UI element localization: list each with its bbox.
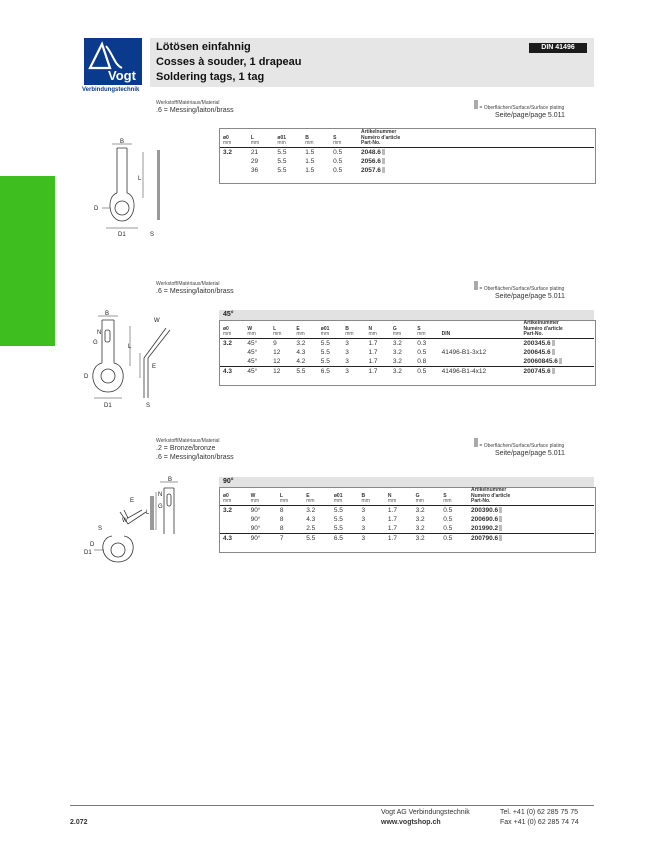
part-number[interactable]: 200345.6	[521, 338, 594, 348]
col-header-part-no: Artikelnummer Numéro d'article Part-No.	[471, 487, 511, 504]
drawing-soldering-tag-90	[82, 474, 192, 574]
col-header: W mm	[250, 492, 260, 504]
angle-bar-45: 45°	[219, 310, 594, 320]
col-header: L mm	[273, 325, 282, 337]
vogt-logo	[84, 38, 142, 85]
col-header: W mm	[247, 325, 256, 337]
col-header: ø01 mm	[320, 325, 330, 337]
phone-number: Tel. +41 (0) 62 285 75 75	[500, 809, 579, 816]
fax-number: Fax +41 (0) 62 285 74 74	[500, 819, 579, 826]
page-title	[156, 40, 302, 85]
col-header: N mm	[387, 492, 397, 504]
plating-page: Seite/page/page 5.011	[495, 112, 565, 119]
spec-table-3	[220, 488, 594, 543]
part-number[interactable]: 201990.2	[468, 524, 594, 534]
standard-badge: DIN 41496	[529, 43, 587, 53]
part-number[interactable]: 2048.6	[358, 147, 594, 157]
logo-wordmark: Vogt	[108, 68, 136, 83]
plating-block-1	[474, 100, 604, 120]
part-number[interactable]: 200745.6	[521, 366, 594, 376]
material-block-1	[156, 100, 356, 115]
table-row: 90° 8 4.3 5.5 3 1.7 3.2 0.5 200690.6	[220, 515, 594, 524]
material-heading: Werkstoff/Matériaux/Material	[156, 100, 220, 106]
col-header: ø0 mm	[223, 134, 232, 146]
col-header: L mm	[279, 492, 289, 504]
material-heading: Werkstoff/Matériaux/Material	[156, 438, 220, 444]
part-number[interactable]: 2057.6	[358, 166, 594, 175]
plating-heading: = Oberflächen/Surface/Surface plating	[479, 286, 565, 292]
drawing-label: W	[122, 518, 128, 524]
material-block-3	[156, 438, 356, 462]
drawing-label: E	[152, 364, 157, 370]
drawing-label: N	[97, 330, 102, 336]
page-number: 2.072	[70, 819, 88, 826]
col-header-din: DIN	[441, 331, 451, 337]
col-header-part-no: Artikelnummer Numéro d'article Part-No.	[361, 129, 401, 146]
part-number[interactable]: 200390.6	[468, 505, 594, 515]
col-header: E mm	[306, 492, 315, 504]
table-row: 45° 12 4.3 5.5 3 1.7 3.2 0.5 41496-B1-3x12 200645.6	[220, 348, 594, 357]
table-row: 29 5.5 1.5 0.5 2056.6	[220, 157, 594, 166]
table-row: 4.3 45° 12 5.5 6.5 3 1.7 3.2 0.5 41496-B1-4x12 200745.6	[220, 366, 594, 376]
col-header: ø01 mm	[333, 492, 343, 504]
col-header: B mm	[345, 325, 354, 337]
table-row: 90° 8 2.5 5.5 3 1.7 3.2 0.5 201990.2	[220, 524, 594, 534]
plating-page: Seite/page/page 5.011	[495, 293, 565, 300]
col-header: S mm	[417, 325, 426, 337]
col-header: E mm	[296, 325, 305, 337]
drawing-label: S	[98, 526, 103, 532]
part-number[interactable]: 200645.6	[521, 348, 594, 357]
drawing-label: D	[90, 542, 95, 548]
plating-block-3	[474, 438, 604, 458]
spec-table-1	[220, 130, 594, 175]
drawing-label: G	[93, 340, 98, 346]
drawing-label: B	[168, 477, 173, 483]
table-row: 3.2 45° 9 3.2 5.5 3 1.7 3.2 0.3 200345.6	[220, 338, 594, 348]
drawing-label: L	[146, 510, 150, 516]
table-row: 4.3 90° 7 5.5 6.5 3 1.7 3.2 0.5 200790.6	[220, 533, 594, 543]
material-item: .2 = Bronze/bronze	[156, 445, 216, 452]
company-website[interactable]: www.vogtshop.ch	[381, 819, 441, 826]
col-header: ø0 mm	[223, 325, 232, 337]
drawing-label: D1	[84, 550, 92, 556]
angle-bar-90: 90°	[219, 477, 594, 487]
plating-heading: = Oberflächen/Surface/Surface plating	[479, 443, 565, 449]
col-header: B mm	[305, 134, 314, 146]
company-name: Vogt AG Verbindungstechnik	[381, 809, 470, 816]
section-tab	[0, 176, 55, 346]
drawing-label: W	[154, 318, 160, 324]
table-row: 45° 12 4.2 5.5 3 1.7 3.2 0.8 20060845.6	[220, 357, 594, 367]
material-heading: Werkstoff/Matériaux/Material	[156, 281, 220, 287]
plating-page: Seite/page/page 5.011	[495, 450, 565, 457]
brand-caption: Verbindungstechnik	[82, 87, 140, 93]
footer-divider	[70, 805, 594, 806]
drawing-label: D1	[104, 403, 112, 408]
material-item: .6 = Messing/laiton/brass	[156, 107, 234, 114]
col-header: B mm	[361, 492, 370, 504]
drawing-label: D	[94, 206, 99, 212]
col-header: ø0 mm	[223, 492, 232, 504]
drawing-label: G	[158, 504, 163, 510]
col-header: ø01 mm	[277, 134, 287, 146]
drawing-label: D	[84, 374, 89, 380]
col-header: S mm	[443, 492, 452, 504]
col-header: N mm	[368, 325, 377, 337]
part-number[interactable]: 20060845.6	[521, 357, 594, 367]
plating-block-2	[474, 281, 604, 301]
col-header: S mm	[333, 134, 342, 146]
footer-contact	[500, 808, 579, 828]
drawing-label: S	[146, 403, 151, 408]
logo-mark-icon	[84, 38, 142, 85]
drawing-label: E	[130, 498, 135, 504]
part-number[interactable]: 200690.6	[468, 515, 594, 524]
drawing-label: D1	[118, 232, 126, 238]
table-row: 3.2 90° 8 3.2 5.5 3 1.7 3.2 0.5 200390.6	[220, 505, 594, 515]
drawing-label: L	[128, 344, 132, 350]
col-header: L mm	[250, 134, 260, 146]
col-header: G mm	[415, 492, 424, 504]
drawing-soldering-tag-flat	[88, 138, 178, 242]
col-header: G mm	[392, 325, 402, 337]
plating-swatch-icon	[474, 438, 478, 447]
drawing-label: B	[105, 311, 110, 317]
table-row: 3.2 21 5.5 1.5 0.5 2048.6	[220, 147, 594, 157]
drawing-label: S	[150, 232, 155, 238]
material-item: .6 = Messing/laiton/brass	[156, 454, 234, 461]
part-number[interactable]: 200790.6	[468, 533, 594, 543]
drawing-label: N	[158, 492, 163, 498]
title-fr: Cosses à souder, 1 drapeau	[156, 56, 302, 68]
material-block-2	[156, 281, 356, 296]
col-header-part-no: Artikelnummer Numéro d'article Part-No.	[523, 320, 563, 337]
plating-heading: = Oberflächen/Surface/Surface plating	[479, 105, 565, 111]
plating-swatch-icon	[474, 100, 478, 109]
material-item: .6 = Messing/laiton/brass	[156, 288, 234, 295]
title-de: Lötösen einfahnig	[156, 41, 251, 53]
drawing-label: L	[138, 176, 142, 182]
title-en: Soldering tags, 1 tag	[156, 71, 265, 83]
drawing-soldering-tag-45	[82, 308, 182, 408]
footer-company	[381, 808, 470, 828]
spec-table-2	[220, 321, 594, 376]
part-number[interactable]: 2056.6	[358, 157, 594, 166]
plating-swatch-icon	[474, 281, 478, 290]
table-row: 36 5.5 1.5 0.5 2057.6	[220, 166, 594, 175]
drawing-label: B	[120, 139, 125, 145]
